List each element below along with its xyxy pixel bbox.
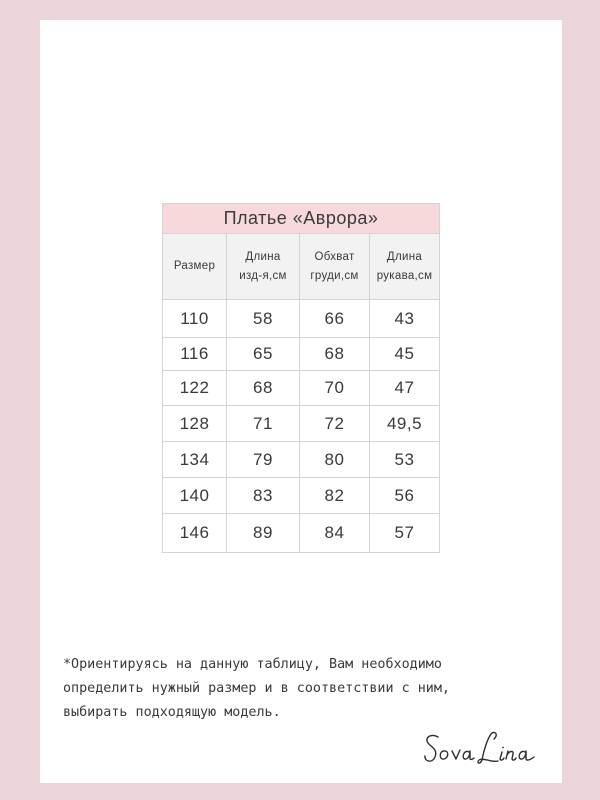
cell-sleeve: 56 [370, 478, 440, 514]
cell-chest: 70 [300, 371, 370, 406]
cell-sleeve: 57 [370, 514, 440, 553]
cell-chest: 82 [300, 478, 370, 514]
content-card [40, 20, 562, 783]
cell-sleeve: 45 [370, 338, 440, 371]
cell-size: 134 [163, 442, 227, 478]
header-sleeve: Длина рукава,см [370, 234, 440, 300]
cell-length: 89 [227, 514, 300, 553]
cell-size: 110 [163, 300, 227, 338]
table-row [163, 371, 440, 406]
cell-sleeve: 49,5 [370, 406, 440, 442]
table-row [163, 406, 440, 442]
table-header-row [163, 234, 440, 300]
size-note [63, 653, 543, 725]
size-chart-table [162, 203, 440, 553]
cell-size: 140 [163, 478, 227, 514]
table-row [163, 300, 440, 338]
header-chest: Обхват груди,см [300, 234, 370, 300]
table-row [163, 338, 440, 371]
cell-length: 65 [227, 338, 300, 371]
cell-size: 122 [163, 371, 227, 406]
cell-length: 71 [227, 406, 300, 442]
cell-chest: 80 [300, 442, 370, 478]
cell-length: 83 [227, 478, 300, 514]
cell-length: 79 [227, 442, 300, 478]
cell-chest: 72 [300, 406, 370, 442]
header-length: Длина изд-я,см [227, 234, 300, 300]
cell-chest: 68 [300, 338, 370, 371]
cell-size: 116 [163, 338, 227, 371]
table-row [163, 442, 440, 478]
table-row [163, 478, 440, 514]
note-line: определить нужный размер и в соответствии с ним, [63, 681, 450, 696]
cell-sleeve: 43 [370, 300, 440, 338]
brand-logo [422, 727, 550, 771]
note-line: выбирать подходящую модель. [63, 705, 281, 720]
table-row [163, 514, 440, 553]
header-size: Размер [163, 234, 227, 300]
cell-length: 58 [227, 300, 300, 338]
cell-length: 68 [227, 371, 300, 406]
cell-chest: 66 [300, 300, 370, 338]
cell-size: 146 [163, 514, 227, 553]
cell-sleeve: 53 [370, 442, 440, 478]
note-line: *Ориентируясь на данную таблицу, Вам необходимо [63, 657, 442, 672]
cell-sleeve: 47 [370, 371, 440, 406]
table-title: Платье «Аврора» [163, 204, 440, 234]
cell-size: 128 [163, 406, 227, 442]
cell-chest: 84 [300, 514, 370, 553]
